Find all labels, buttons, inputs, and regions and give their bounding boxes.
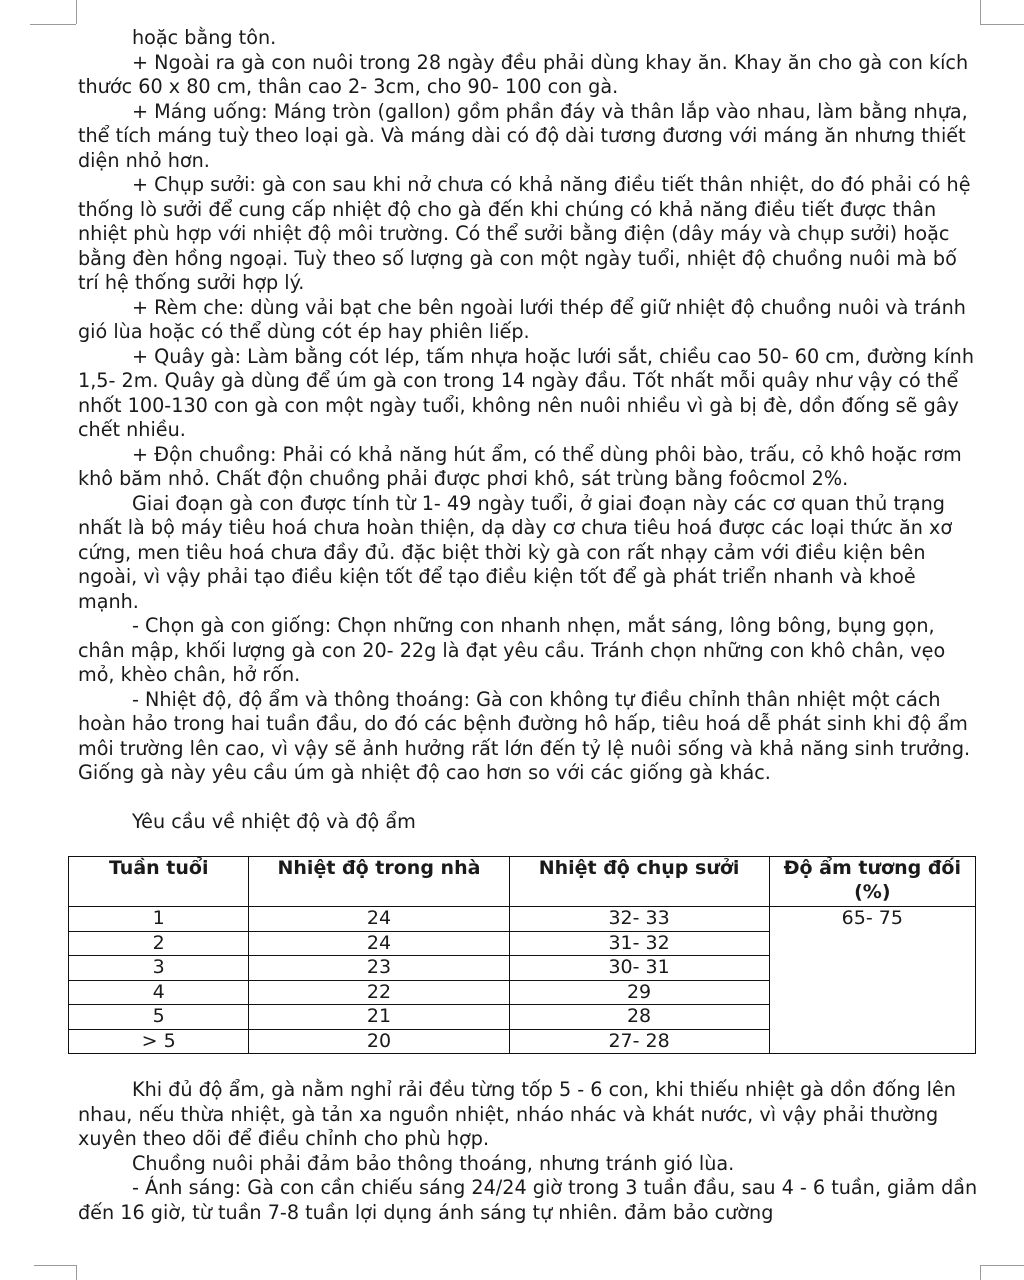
crop-mark-bottom-left-h xyxy=(34,1265,76,1266)
cell-week: 3 xyxy=(69,956,249,981)
table-header-row xyxy=(69,857,976,907)
paragraph-chick-selection: - Chọn gà con giống: Chọn những con nhanh nhẹn, mắt sáng, lông bông, bụng gọn, chân mập, khối lượng gà con 20- 22g là đạt yêu cầu. Tránh chọn những con khô chân, vẹo mỏ, khèo chân, hở rốn. xyxy=(78,614,946,686)
cell-brooder-temp: 32- 33 xyxy=(509,907,769,932)
header-indoor-temperature: Nhiệt độ trong nhà xyxy=(249,857,509,907)
table-caption: Yêu cầu về nhiệt độ và độ ẩm xyxy=(132,809,416,833)
crop-mark-top-right-h xyxy=(980,24,1024,25)
cell-indoor-temp: 22 xyxy=(249,980,509,1005)
paragraph-brooder: + Chụp sưởi: gà con sau khi nở chưa có khả năng điều tiết thân nhiệt, do đó phải có hệ thống lò sưởi để cung cấp nhiệt độ cho gà đến khi chúng có khả năng điều tiết được thân nhiệt phù hợp với nhiệt độ môi trường. Có thể sưởi bằng điện (dây máy và chụp sưởi) hoặc bằng đèn hồng ngoại. Tuỳ theo số lượng gà con một ngày tuổi, nhiệt độ chuồng nuôi mà bố trí hệ thống sưởi hợp lý. xyxy=(78,173,971,294)
paragraph-drinker: + Máng uống: Máng tròn (gallon) gồm phần đáy và thân lắp vào nhau, làm bằng nhựa, thể tích máng tuỳ theo loại gà. Và máng dài có độ dài tương đương với máng ăn nhưng thiết diện nhỏ hơn. xyxy=(78,99,968,172)
paragraph-lighting: - Ánh sáng: Gà con cần chiếu sáng 24/24 giờ trong 3 tuần đầu, sau 4 - 6 tuần, giảm dần đến 16 giờ, từ tuần 7-8 tuần lợi dụng ánh sáng tự nhiên. đảm bảo cường xyxy=(78,1176,978,1224)
cell-indoor-temp: 20 xyxy=(249,1029,509,1054)
paragraph-chick-stage: Giai đoạn gà con được tính từ 1- 49 ngày tuổi, ở giai đoạn này các cơ quan thủ trạng nhất là bộ máy tiêu hoá chưa hoàn thiện, dạ dày cơ chưa tiêu hoá được các loại thức ăn xơ cứng, men tiêu hoá chưa đầy đủ. đặc biệt thời kỳ gà con rất nhạy cảm với điều kiện bên ngoài, vì vậy phải tạo điều kiện tốt để tạo điều kiện tốt để gà phát triển nhanh và khoẻ mạnh. xyxy=(78,491,953,613)
header-relative-humidity: Độ ẩm tương đối (%) xyxy=(769,857,975,907)
paragraph-curtain: + Rèm che: dùng vải bạt che bên ngoài lưới thép để giữ nhiệt độ chuồng nuôi và tránh gió lùa hoặc có thể dùng cót ép hay phiên liếp. xyxy=(78,295,966,343)
paragraph-feeding-tray: + Ngoài ra gà con nuôi trong 28 ngày đều phải dùng khay ăn. Khay ăn cho gà con kích thước 60 x 80 cm, thân cao 2- 3cm, cho 90- 100 con gà. xyxy=(78,50,969,98)
cell-week: 1 xyxy=(69,907,249,932)
cell-week: 2 xyxy=(69,931,249,956)
cell-indoor-temp: 24 xyxy=(249,907,509,932)
header-brooder-temperature: Nhiệt độ chụp sưởi xyxy=(509,857,769,907)
paragraph-ventilation: Chuồng nuôi phải đảm bảo thông thoáng, nhưng tránh gió lùa. xyxy=(132,1151,735,1175)
cell-brooder-temp: 29 xyxy=(509,980,769,1005)
crop-mark-top-left-h xyxy=(30,24,76,25)
cell-indoor-temp: 21 xyxy=(249,1005,509,1030)
cell-humidity: 65- 75 xyxy=(769,907,975,1054)
crop-mark-bottom-right-v xyxy=(980,1265,981,1280)
paragraph-continuation: hoặc bằng tôn. xyxy=(132,26,277,49)
crop-mark-bottom-right-h xyxy=(980,1265,1024,1266)
paragraph-brooding-ring: + Quây gà: Làm bằng cót lép, tấm nhựa hoặc lưới sắt, chiều cao 50- 60 cm, đường kính 1,5- 2m. Quây gà dùng để úm gà con trong 14 ngày đầu. Tốt nhất mỗi quây như vậy có thể nhốt 100-130 con gà con một ngày tuổi, không nên nuôi nhiều vì gà bị đè, dồn đống sẽ gây chết nhiều. xyxy=(78,344,974,441)
paragraph-litter: + Độn chuồng: Phải có khả năng hút ẩm, có thể dùng phôi bào, trấu, cỏ khô hoặc rơm khô băm nhỏ. Chất độn chuồng phải được phơi khô, sát trùng bằng foôcmol 2%. xyxy=(78,442,962,490)
crop-mark-top-right-v xyxy=(980,0,981,24)
temperature-humidity-table xyxy=(68,856,976,1054)
cell-week: > 5 xyxy=(69,1029,249,1054)
cell-brooder-temp: 28 xyxy=(509,1005,769,1030)
cell-brooder-temp: 27- 28 xyxy=(509,1029,769,1054)
cell-indoor-temp: 24 xyxy=(249,931,509,956)
cell-brooder-temp: 30- 31 xyxy=(509,956,769,981)
crop-mark-top-left-v xyxy=(76,0,77,24)
table-row xyxy=(69,907,976,932)
cell-brooder-temp: 31- 32 xyxy=(509,931,769,956)
cell-week: 5 xyxy=(69,1005,249,1030)
paragraph-behaviour: Khi đủ độ ẩm, gà nằm nghỉ rải đều từng tốp 5 - 6 con, khi thiếu nhiệt gà dồn đống lên nhau, nếu thừa nhiệt, gà tản xa nguồn nhiệt, nháo nhác và khát nước, vì vậy phải thường xuyên theo dõi để điều chỉnh cho phù hợp. xyxy=(78,1078,956,1150)
cell-week: 4 xyxy=(69,980,249,1005)
header-week-age: Tuần tuổi xyxy=(69,857,249,907)
paragraph-temperature-humidity: - Nhiệt độ, độ ẩm và thông thoáng: Gà con không tự điều chỉnh thân nhiệt một cách hoàn hảo trong hai tuần đầu, do đó các bệnh đường hô hấp, tiêu hoá dễ phát sinh khi độ ẩm môi trường lên cao, vì vậy sẽ ảnh hưởng rất lớn đến tỷ lệ nuôi sống và khả năng sinh trưởng. Giống gà này yêu cầu úm gà nhiệt độ cao hơn so với các giống gà khác. xyxy=(78,687,971,784)
document-page xyxy=(78,26,978,1225)
crop-mark-bottom-left-v xyxy=(76,1265,77,1280)
cell-indoor-temp: 23 xyxy=(249,956,509,981)
